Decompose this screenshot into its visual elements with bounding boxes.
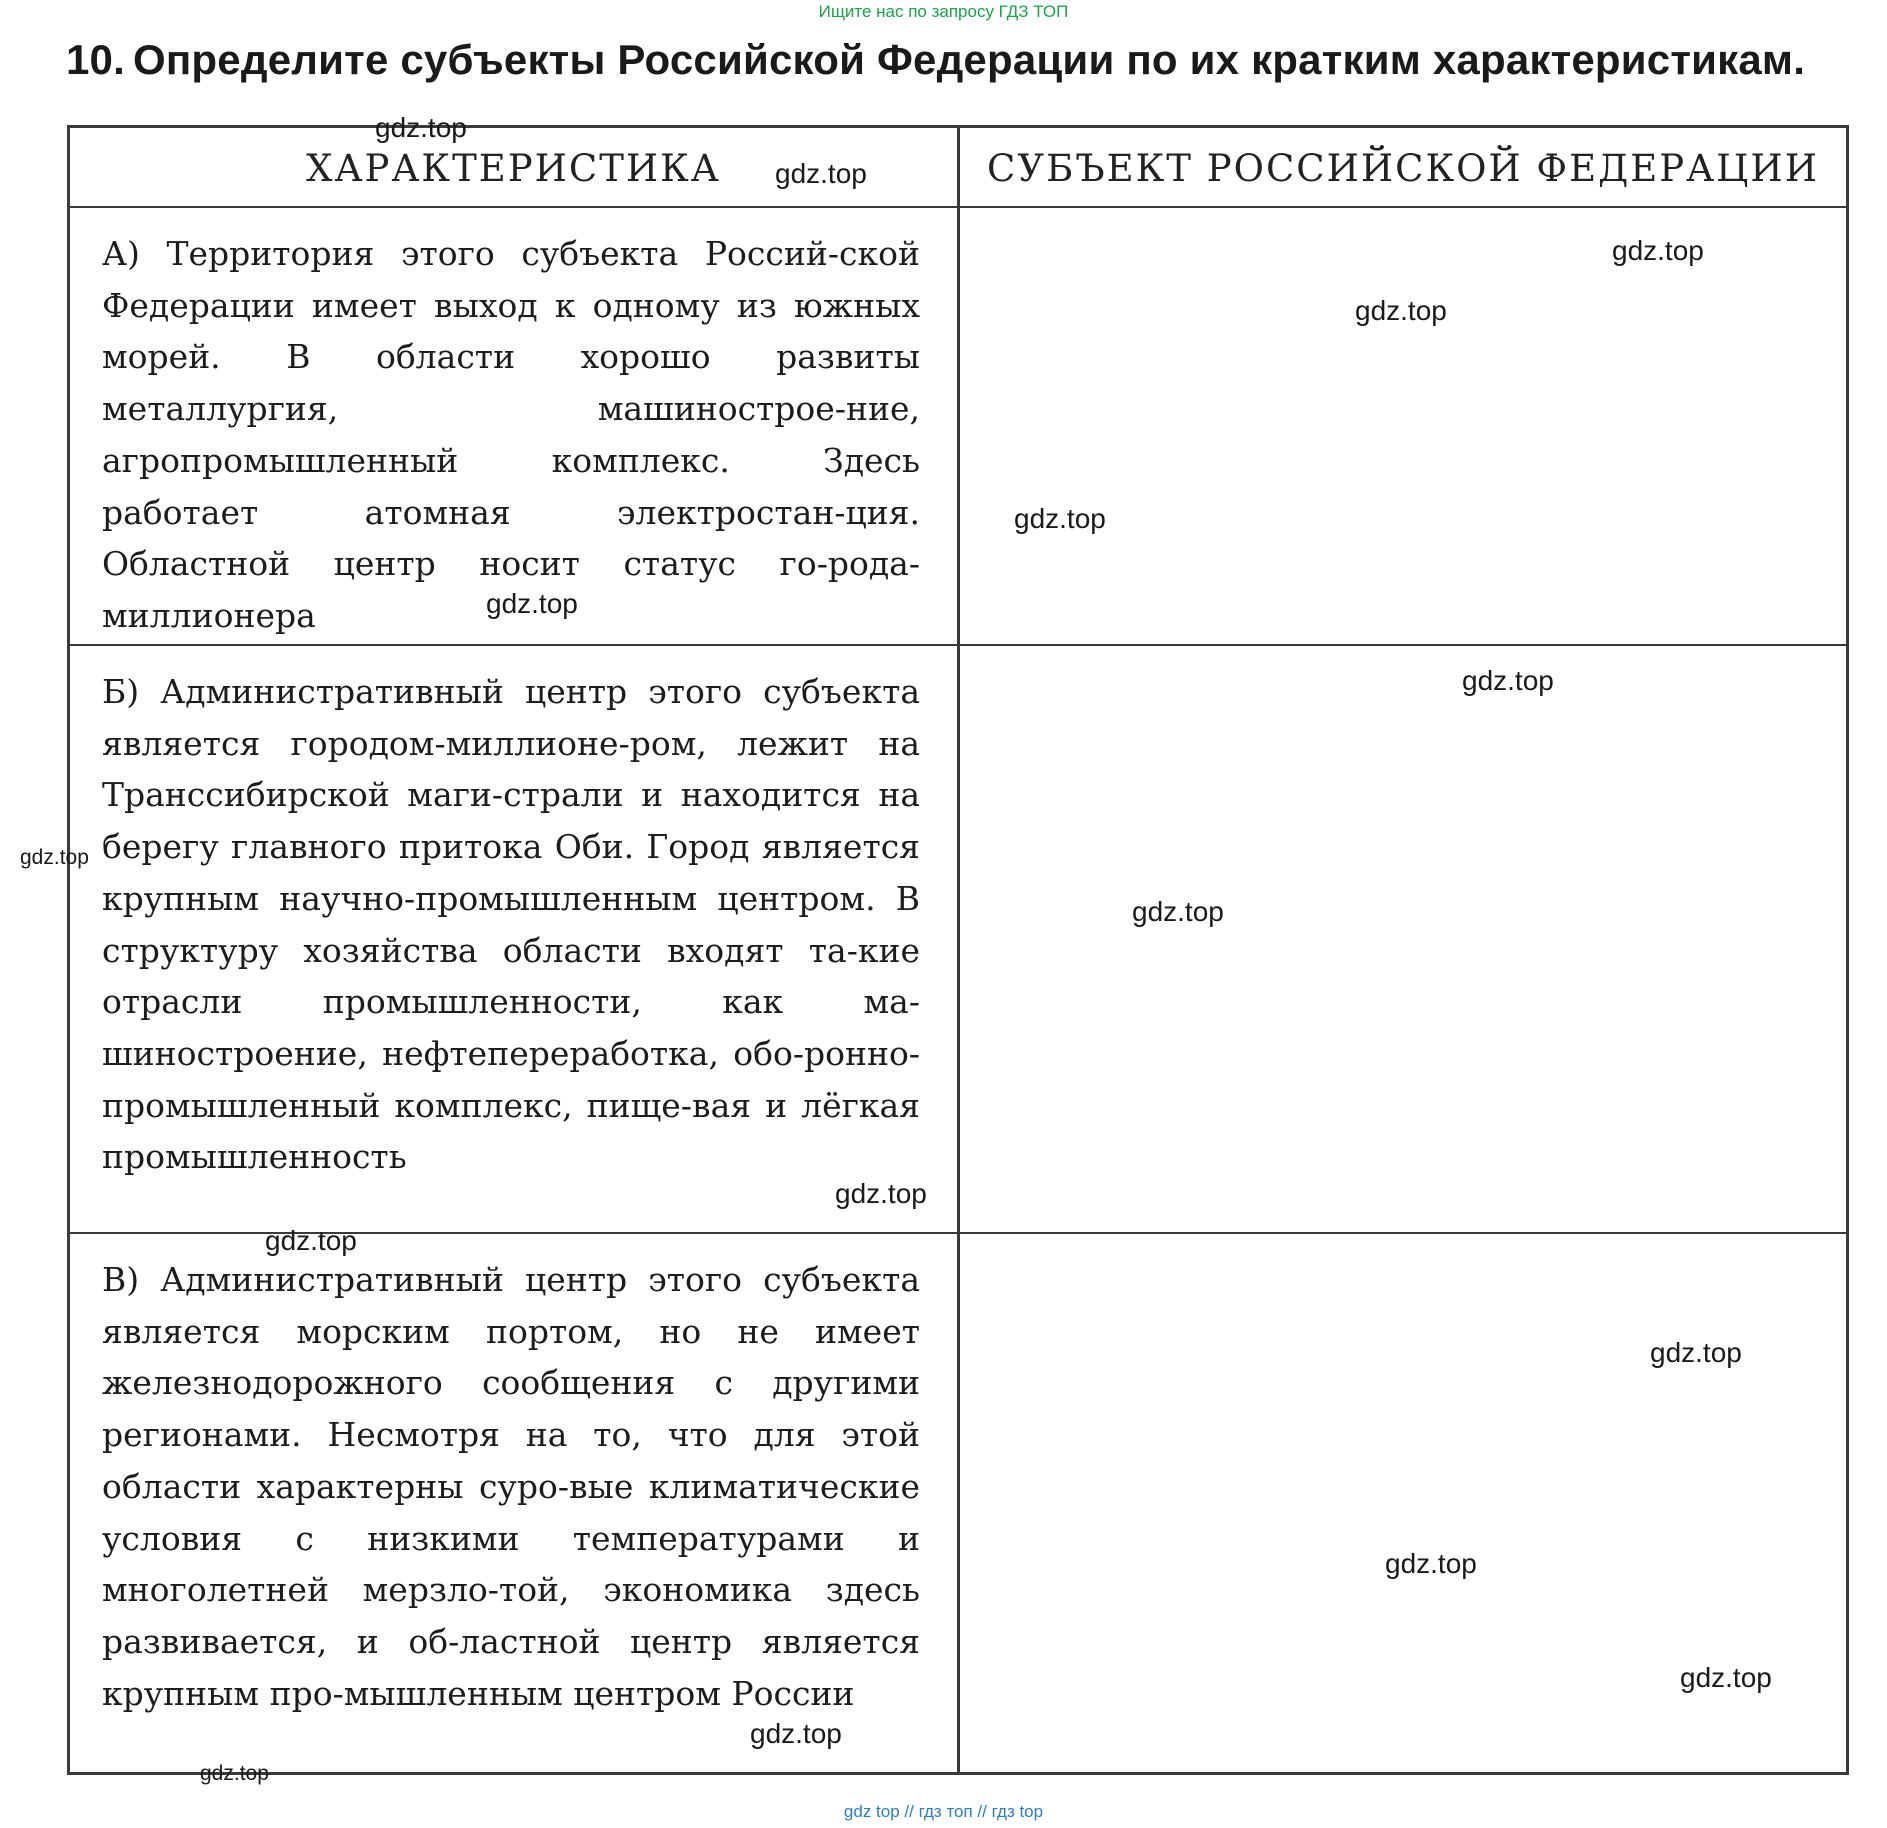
watermark: gdz.top	[200, 1762, 269, 1785]
watermark: gdz.top	[1462, 665, 1554, 696]
characteristic-a: А) Территория этого субъекта Россий-ской Федерации имеет выход к одному из южных морей. В области хорошо развиты металлургия, машинострое-ние, агропромышленный комплекс. Здесь работает атомная электростан-ция. Областной центр носит статус го-рода-миллионера	[102, 234, 920, 635]
watermark: gdz.top	[1355, 295, 1447, 326]
bottom-banner: gdz top // гдз топ // гдз top	[843, 1802, 1044, 1821]
watermark: gdz.top	[1612, 235, 1704, 266]
watermark: gdz.top	[20, 846, 89, 869]
task-number: 10.	[66, 36, 125, 83]
characteristic-c: В) Административный центр этого субъекта является морским портом, но не имеет железнодорожного сообщения с другими регионами. Несмотря на то, что для этой области характерны суро-вые климатические условия с низкими температурами и многолетней мерзло-той, экономика здесь развивается, и об-ластной центр является крупным про-мышленным центром России	[102, 1260, 920, 1713]
task-title	[66, 36, 1847, 84]
watermark: gdz.top	[1014, 503, 1106, 534]
watermark: gdz.top	[1132, 896, 1224, 927]
watermark: gdz.top	[750, 1718, 842, 1749]
watermark: gdz.top	[265, 1225, 357, 1256]
watermark: gdz.top	[486, 588, 578, 619]
watermark: gdz.top	[1680, 1662, 1772, 1693]
top-banner: Ищите нас по запросу ГДЗ ТОП	[818, 2, 1069, 21]
answer-cell-a[interactable]	[960, 208, 1846, 644]
watermark: gdz.top	[375, 112, 467, 143]
answer-cell-b[interactable]	[960, 646, 1846, 1232]
characteristics-table	[67, 125, 1849, 1775]
watermark: gdz.top	[775, 158, 867, 189]
characteristic-b: Б) Административный центр этого субъекта является городом-миллионе-ром, лежит на Транссибирской маги-страли и находится на берегу главного притока Оби. Город является крупным научно-промышленным центром. В структуру хозяйства области входят та-кие отрасли промышленности, как ма-шиностроение, нефтепереработка, обо-ронно-промышленный комплекс, пище-вая и лёгкая промышленность	[102, 672, 920, 1177]
watermark: gdz.top	[835, 1178, 927, 1209]
watermark: gdz.top	[1385, 1548, 1477, 1579]
task-title-text: Определите субъекты Российской Федерации по их кратким характеристикам.	[133, 36, 1806, 83]
watermark: gdz.top	[1650, 1337, 1742, 1368]
header-subject: СУБЪЕКТ РОССИЙСКОЙ ФЕДЕРАЦИИ	[987, 146, 1819, 190]
header-characteristic: ХАРАКТЕРИСТИКА	[306, 146, 721, 190]
